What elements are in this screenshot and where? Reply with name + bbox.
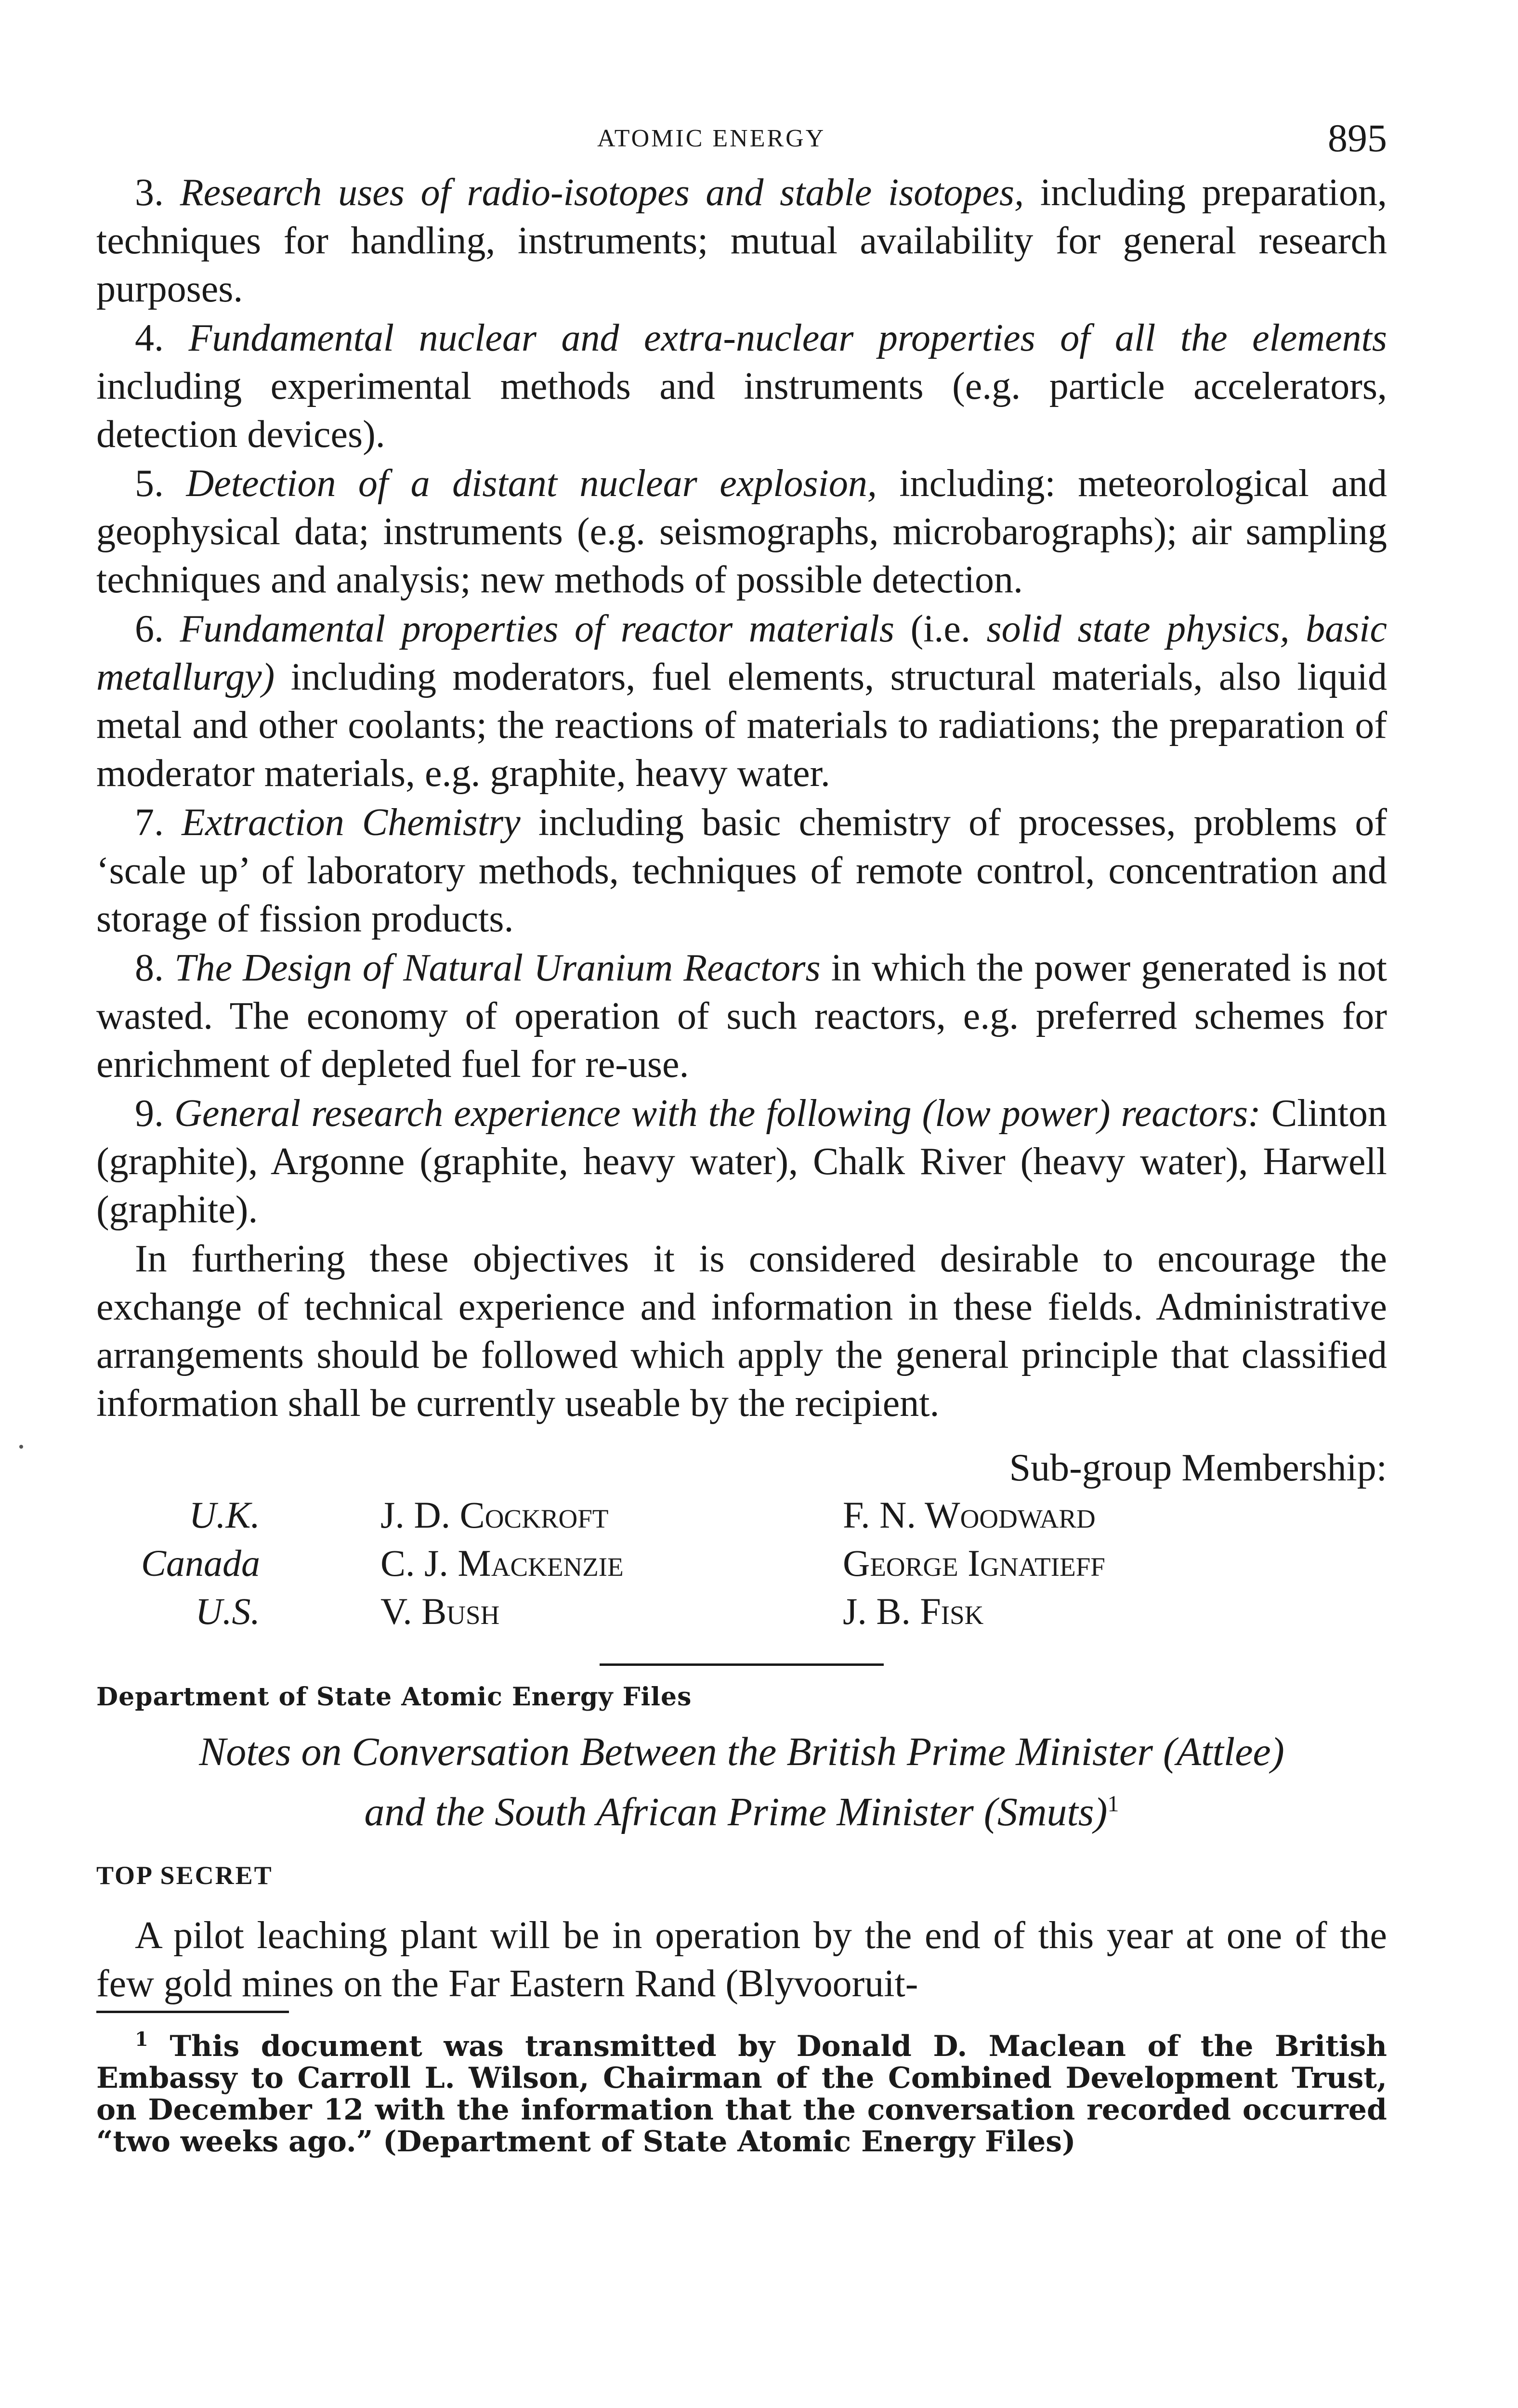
member-name: J. B. Fisk [843,1590,984,1632]
item-number: 6. [135,608,164,650]
page [96,116,1387,2158]
document-body: A pilot leaching plant will be in operation by the end of this year at one of the few gold mines on the Far Eastern Rand (Blyvooruit- [96,1914,1387,2005]
item-9 [96,1089,1387,1234]
item-number: 3. [135,171,164,214]
document-title-line-2-text: and the South African Prime Minister (Smuts) [364,1790,1108,1834]
member-name: V. Bush [380,1590,500,1632]
running-title: ATOMIC ENERGY [597,125,826,152]
item-number: 4. [135,317,164,359]
item-3 [96,169,1387,313]
item-6 [96,605,1387,798]
member-name: George Ignatieff [843,1542,1105,1584]
member-country: Canada [141,1542,260,1584]
item-8 [96,944,1387,1088]
member-row [96,1491,1387,1539]
item-text: including experimental methods and instruments (e.g. particle accelerators, detection devices). [96,365,1387,456]
footnote-reference: 1 [1107,1791,1119,1817]
footnote-text: This document was transmitted by Donald D. Maclean of the British Embassy to Carroll L. Wilson, Chairman of the Combined Development Trust, on December 12 with the information that the conversation recorded occurred “two weeks ago.” (Department of State Atomic Energy Files) [96,2029,1387,2159]
member-name: C. J. Mackenzie [380,1542,624,1584]
item-title: Extraction Chemistry [182,801,521,844]
item-title: Fundamental nuclear and extra-nuclear properties of all the elements [188,317,1387,359]
item-title: Research uses of radio-isotopes and stable isotopes, [180,171,1024,214]
item-4 [96,314,1387,458]
member-row [96,1587,1387,1636]
member-country: U.S. [195,1590,260,1632]
document-title [96,1726,1387,1838]
item-title-b: solid state physics, basic metallurgy) [96,608,1387,698]
closing-paragraph: In furthering these objectives it is considered desirable to encourage the exchange of technical experience and information in these fields. Administrative arrangements should be followed which apply the general principle that classified information shall be currently useable by the recipient. [96,1238,1387,1425]
item-text-a: (i.e. [910,608,970,650]
footnote [96,2024,1387,2158]
document-source: Department of State Atomic Energy Files [96,1682,692,1712]
section-divider [600,1663,884,1666]
item-title: The Design of Natural Uranium Reactors [174,947,821,989]
document-title-line-1: Notes on Conversation Between the British Prime Minister (Attlee) [199,1729,1284,1774]
footnote-mark: 1 [135,2028,148,2051]
classification-label: TOP SECRET [96,1861,273,1890]
item-text: in which the power generated is not wasted. The economy of operation of such reactors, e.g. preferred schemes for enrichment of depleted fuel for re-use. [96,947,1387,1086]
item-text: including moderators, fuel elements, structural materials, also liquid metal and other coolants; the reactions of materials to radiations; the preparation of moderator materials, e.g. graphite, heavy water. [96,656,1387,795]
item-number: 8. [135,947,164,989]
margin-mark [19,1445,23,1449]
membership-title: Sub-group Membership: [1009,1447,1387,1489]
member-name: J. D. Cockroft [380,1494,609,1536]
item-number: 7. [135,801,164,844]
item-title: General research experience with the following (low power) reactors: [174,1092,1261,1135]
item-title: Fundamental properties of reactor materials [180,608,895,650]
item-text: including: meteorological and geophysical data; instruments (e.g. seismographs, microbarographs); air sampling techniques and analysis; new methods of possible detection. [96,462,1387,601]
member-name: F. N. Woodward [843,1494,1096,1536]
membership-block [96,1445,1387,1636]
item-7 [96,798,1387,943]
item-text: including basic chemistry of processes, problems of ‘scale up’ of laboratory methods, techniques of remote control, concentration and storage of fission products. [96,801,1387,940]
item-5 [96,459,1387,604]
item-title: Detection of a distant nuclear explosion, [186,462,877,505]
item-text: including preparation, techniques for handling, instruments; mutual availability for general research purposes. [96,171,1387,310]
page-number: 895 [1328,116,1387,160]
item-number: 5. [135,462,164,505]
item-number: 9. [135,1092,164,1135]
item-text: Clinton (graphite), Argonne (graphite, heavy water), Chalk River (heavy water), Harwell (graphite). [96,1092,1387,1231]
member-row [96,1539,1387,1587]
document-title-line-2 [96,1778,1387,1838]
member-country: U.K. [189,1494,260,1536]
footnote-divider [96,2011,289,2013]
running-head [96,116,1387,169]
